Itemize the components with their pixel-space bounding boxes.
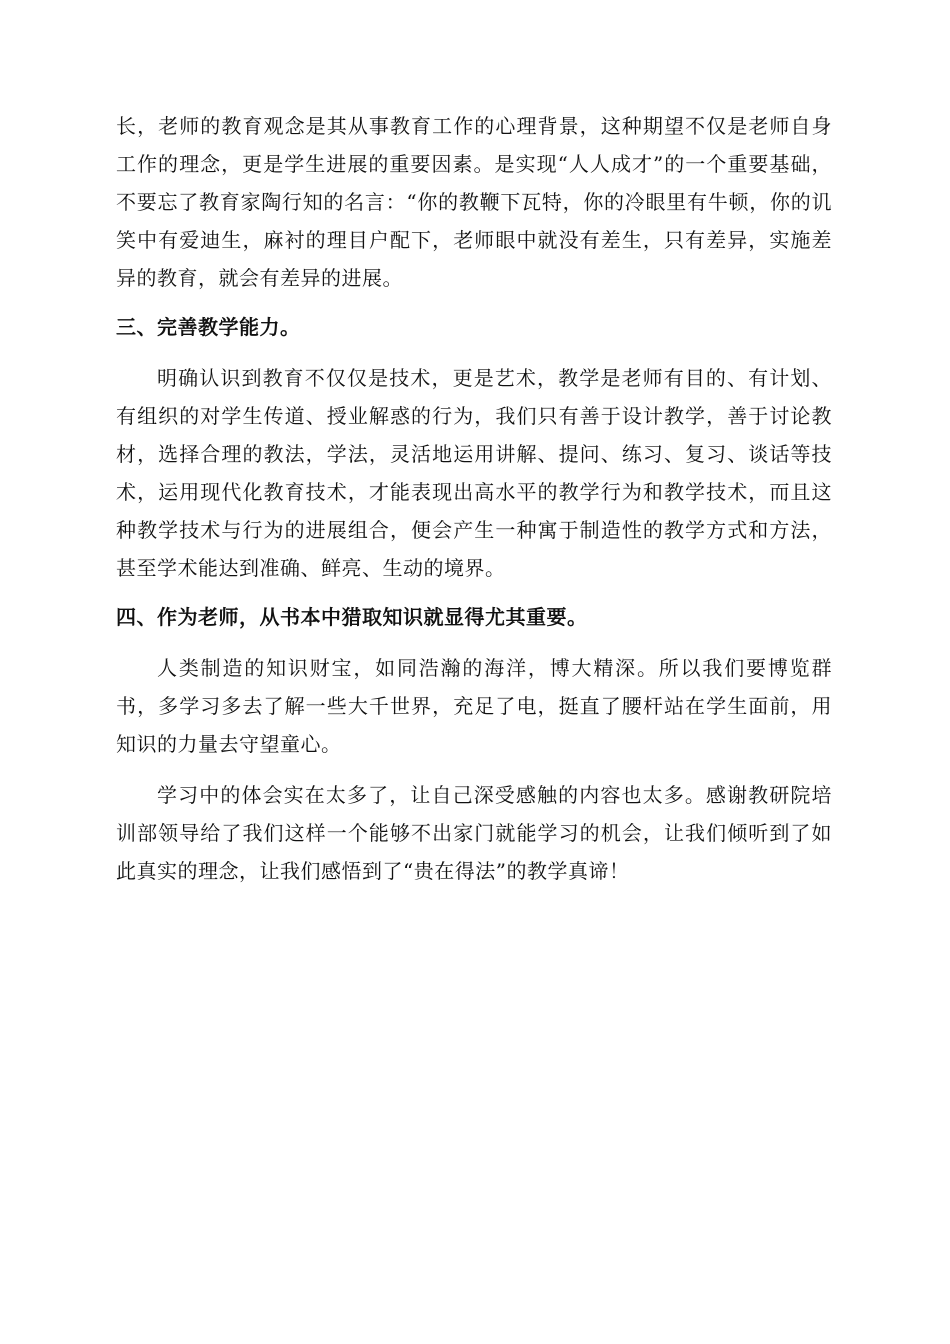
section-heading-4: 四、作为老师，从书本中猎取知识就显得尤其重要。: [116, 605, 588, 629]
paragraph-section-3: 明确认识到教育不仅仅是技术，更是艺术，教学是老师有目的、有计划、有组织的对学生传道、授业解惑的行为，我们只有善于设计教学，善于讨论教材，选择合理的教法，学法，灵活地运用讲解、提问、练习、复习、谈话等技术，运用现代化教育技术，才能表现出高水平的教学行为和教学技术，而且这种教学技术与行为的进展组合，便会产生一种寓于制造性的教学方式和方法，甚至学术能达到准确、鲜亮、生动的境界。: [116, 366, 832, 580]
paragraph-section-4: 人类制造的知识财宝，如同浩瀚的海洋，博大精深。所以我们要博览群书，多学习多去了解一些大千世界，充足了电，挺直了腰杆站在学生面前，用知识的力量去守望童心。: [116, 656, 832, 756]
paragraph-gap: [116, 346, 832, 359]
section-heading-3: 三、完善教学能力。: [116, 315, 301, 339]
paragraph-gap: [116, 297, 832, 308]
paragraph-gap: [116, 636, 832, 649]
document-page: [116, 107, 832, 890]
paragraph-gap: [116, 763, 832, 776]
paragraph-gap: [116, 587, 832, 598]
paragraph-closing: 学习中的体会实在太多了，让自己深受感触的内容也太多。感谢教研院培训部领导给了我们这样一个能够不出家门就能学习的机会，让我们倾听到了如此真实的理念，让我们感悟到了“贵在得法”的教学真谛！: [116, 783, 832, 883]
paragraph-continuation: 长，老师的教育观念是其从事教育工作的心理背景，这种期望不仅是老师自身工作的理念，更是学生进展的重要因素。是实现“人人成才”的一个重要基础，不要忘了教育家陶行知的名言：“你的教鞭下瓦特，你的冷眼里有牛顿，你的讥笑中有爱迪生，麻衬的理目户配下，老师眼中就没有差生，只有差异，实施差异的教育，就会有差异的进展。: [116, 114, 832, 290]
